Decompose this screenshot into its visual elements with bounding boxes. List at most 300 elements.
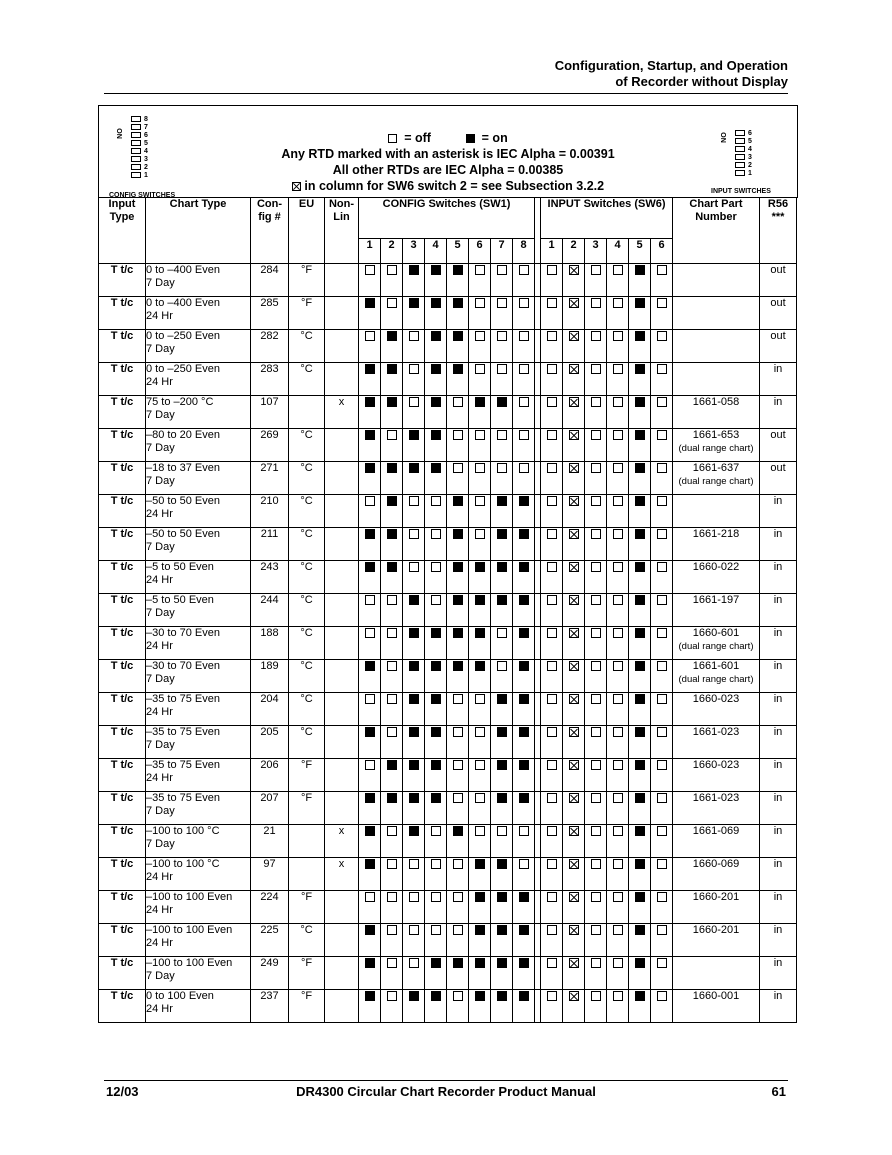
config-switch-cell (381, 660, 403, 693)
switch-off-icon (519, 298, 529, 308)
switch-off-icon (591, 265, 601, 275)
switch-on-icon (453, 595, 463, 605)
switch-see-note-icon (569, 496, 579, 506)
chart-type-line: –18 to 37 Even (146, 462, 221, 474)
config-switch-cell (381, 693, 403, 726)
chart-type-line: 24 Hr (146, 772, 173, 784)
switch-on-icon (409, 760, 419, 770)
table-row (99, 990, 797, 1023)
input-switch-number: 4 (607, 239, 629, 264)
switch-on-icon (387, 529, 397, 539)
config-switch-cell (425, 297, 447, 330)
input-type-cell: T t/c (99, 957, 146, 990)
switch-off-icon (613, 859, 623, 869)
chart-part-note: (dual range chart) (678, 674, 754, 685)
dip-switch-number: 3 (748, 154, 752, 161)
header-rule (104, 93, 788, 94)
switch-on-icon (409, 628, 419, 638)
config-switch-cell (447, 528, 469, 561)
switch-off-icon (409, 331, 419, 341)
input-switch-cell (563, 693, 585, 726)
input-switch-cell (629, 594, 651, 627)
chart-part-number: 1660-069 (692, 858, 740, 870)
switch-off-icon (591, 529, 601, 539)
chart-part-number: 1661-023 (692, 726, 740, 738)
config-switch-cell (469, 429, 491, 462)
config-switch-cell (447, 693, 469, 726)
config-switch-cell (359, 495, 381, 528)
input-switch-cell (607, 660, 629, 693)
config-switch-cell (359, 957, 381, 990)
switch-on-icon (635, 727, 645, 737)
config-switch-cell (425, 561, 447, 594)
switch-on-icon (635, 760, 645, 770)
nonlin-cell (325, 561, 359, 594)
switch-on-icon (431, 364, 441, 374)
switch-off-icon (613, 364, 623, 374)
switch-on-icon (519, 793, 529, 803)
legend-line-4-text: in column for SW6 switch 2 = see Subsection 3.2.2 (304, 179, 605, 193)
config-switch-cell (469, 528, 491, 561)
dip-switch (131, 116, 141, 122)
config-switch-cell (469, 792, 491, 825)
config-switch-cell (359, 858, 381, 891)
chart-type-cell (146, 825, 251, 858)
col-config-number: Con-fig # (251, 198, 289, 264)
config-switch-cell (447, 297, 469, 330)
switch-off-icon (547, 793, 557, 803)
input-switch-cell (585, 297, 607, 330)
chart-part-number-cell (673, 891, 760, 924)
switch-on-icon (635, 397, 645, 407)
input-switch-cell (585, 396, 607, 429)
dip-switch-number: 7 (144, 124, 148, 131)
input-switch-cell (585, 957, 607, 990)
switch-off-icon (387, 859, 397, 869)
switch-off-icon (453, 991, 463, 1001)
config-number-cell: 206 (251, 759, 289, 792)
switch-on-icon (635, 694, 645, 704)
switch-on-icon (431, 628, 441, 638)
config-switch-cell (513, 726, 535, 759)
input-switch-cell (607, 759, 629, 792)
input-switch-cell (607, 297, 629, 330)
chart-type-cell (146, 726, 251, 759)
switch-off-icon (453, 859, 463, 869)
config-switch-number: 7 (491, 239, 513, 264)
switch-off-icon (657, 793, 667, 803)
r56-cell: in (760, 594, 797, 627)
eu-cell: °C (289, 627, 325, 660)
input-switch-cell (541, 990, 563, 1023)
switch-on-icon (409, 595, 419, 605)
input-switch-cell (651, 330, 673, 363)
switch-off-icon (613, 925, 623, 935)
table-row (99, 495, 797, 528)
switch-on-icon (497, 958, 507, 968)
input-switch-cell (541, 363, 563, 396)
input-type-cell: T t/c (99, 594, 146, 627)
input-type-cell: T t/c (99, 297, 146, 330)
input-type-cell: T t/c (99, 396, 146, 429)
config-switch-cell (447, 825, 469, 858)
switch-on-icon (453, 958, 463, 968)
switch-off-icon (547, 562, 557, 572)
input-switch-cell (651, 924, 673, 957)
chart-type-line: –5 to 50 Even (146, 561, 214, 573)
chart-type-line: –100 to 100 Even (146, 957, 233, 969)
config-switch-cell (359, 462, 381, 495)
switch-off-icon (365, 694, 375, 704)
chart-type-line: 7 Day (146, 343, 175, 355)
config-switch-cell (491, 957, 513, 990)
eu-cell: °F (289, 759, 325, 792)
col-config-switches: CONFIG Switches (SW1) (359, 198, 535, 239)
chart-type-line: 7 Day (146, 970, 175, 982)
input-switch-cell (541, 957, 563, 990)
switch-on-icon (365, 925, 375, 935)
switch-off-icon (613, 331, 623, 341)
switch-on-icon (431, 463, 441, 473)
input-switch-cell (585, 825, 607, 858)
config-switch-cell (513, 528, 535, 561)
input-switch-cell (585, 561, 607, 594)
switch-on-icon (519, 595, 529, 605)
switch-on-icon (453, 661, 463, 671)
header-line-2: of Recorder without Display (615, 74, 788, 89)
switch-off-icon (547, 298, 557, 308)
config-switch-cell (425, 924, 447, 957)
eu-cell: °C (289, 528, 325, 561)
r56-cell: in (760, 396, 797, 429)
nonlin-cell (325, 330, 359, 363)
switch-see-note-icon (569, 826, 579, 836)
switch-off-icon (547, 628, 557, 638)
switch-off-icon (519, 331, 529, 341)
switch-on-icon (365, 859, 375, 869)
switch-on-icon (519, 727, 529, 737)
config-number-cell: 284 (251, 264, 289, 297)
col-input-switches: INPUT Switches (SW6) (541, 198, 673, 239)
input-switch-cell (629, 330, 651, 363)
input-type-cell: T t/c (99, 825, 146, 858)
switch-on-icon (635, 991, 645, 1001)
config-number-cell: 205 (251, 726, 289, 759)
chart-type-line: 24 Hr (146, 871, 173, 883)
switch-on-icon (431, 991, 441, 1001)
switch-on-icon (635, 430, 645, 440)
config-switch-cell (359, 924, 381, 957)
switch-off-icon (591, 463, 601, 473)
switch-off-icon (475, 760, 485, 770)
config-switch-cell (469, 330, 491, 363)
eu-cell: °C (289, 924, 325, 957)
table-row (99, 462, 797, 495)
switch-off-icon (409, 925, 419, 935)
switch-off-icon (613, 463, 623, 473)
config-switch-cell (513, 990, 535, 1023)
config-switch-cell (513, 924, 535, 957)
config-switch-cell (425, 990, 447, 1023)
switch-see-note-icon (569, 859, 579, 869)
config-switch-cell (403, 792, 425, 825)
switch-off-icon (453, 727, 463, 737)
table-row (99, 759, 797, 792)
config-switch-cell (359, 330, 381, 363)
switch-on-icon (409, 430, 419, 440)
nonlin-cell (325, 462, 359, 495)
table-row (99, 264, 797, 297)
switch-on-icon (453, 826, 463, 836)
config-switch-cell (513, 594, 535, 627)
switch-off-icon (591, 628, 601, 638)
config-number-cell: 97 (251, 858, 289, 891)
input-type-cell: T t/c (99, 561, 146, 594)
config-switch-cell (403, 330, 425, 363)
switch-off-icon (657, 496, 667, 506)
dip-switch-number: 4 (748, 146, 752, 153)
switch-on-icon (497, 529, 507, 539)
switch-off-icon (591, 595, 601, 605)
switch-off-icon (519, 430, 529, 440)
config-switch-cell (403, 627, 425, 660)
config-switch-cell (469, 264, 491, 297)
switch-off-icon (519, 463, 529, 473)
switch-off-icon (365, 595, 375, 605)
chart-type-cell (146, 330, 251, 363)
switch-off-icon (409, 397, 419, 407)
switch-off-icon (409, 529, 419, 539)
config-switch-cell (469, 990, 491, 1023)
config-number-cell: 210 (251, 495, 289, 528)
switch-off-icon (613, 595, 623, 605)
legend-line-4 (99, 178, 797, 194)
switch-off-icon (547, 727, 557, 737)
switch-on-icon (453, 331, 463, 341)
config-switch-cell (491, 759, 513, 792)
config-switch-cell (359, 792, 381, 825)
page-header (555, 58, 788, 90)
config-switch-cell (469, 561, 491, 594)
config-switch-cell (491, 330, 513, 363)
switch-off-icon (657, 595, 667, 605)
switch-on-icon (519, 628, 529, 638)
config-switch-cell (403, 561, 425, 594)
switch-on-icon (475, 562, 485, 572)
config-switch-cell (491, 297, 513, 330)
chart-part-number: 1661-637 (692, 462, 740, 474)
switch-on-icon (453, 298, 463, 308)
input-switch-cell (651, 429, 673, 462)
config-switch-cell (403, 528, 425, 561)
input-switch-cell (607, 693, 629, 726)
input-switch-cell (607, 858, 629, 891)
config-number-cell: 269 (251, 429, 289, 462)
input-switch-cell (563, 429, 585, 462)
switch-on-icon (635, 298, 645, 308)
input-type-cell: T t/c (99, 627, 146, 660)
config-switch-cell (469, 396, 491, 429)
input-switch-cell (585, 330, 607, 363)
switch-on-icon (387, 331, 397, 341)
switch-on-icon (431, 958, 441, 968)
switch-off-icon (365, 760, 375, 770)
input-type-cell: T t/c (99, 792, 146, 825)
config-switch-cell (403, 429, 425, 462)
config-switch-cell (491, 561, 513, 594)
switch-on-icon (387, 562, 397, 572)
table-row (99, 957, 797, 990)
switch-on-icon (635, 529, 645, 539)
config-number-cell: 188 (251, 627, 289, 660)
config-switch-cell (513, 792, 535, 825)
config-switch-cell (381, 924, 403, 957)
switch-on-icon (431, 760, 441, 770)
input-switch-cell (585, 759, 607, 792)
config-switch-cell (359, 429, 381, 462)
switch-on-icon (635, 793, 645, 803)
config-switch-cell (469, 495, 491, 528)
nonlin-cell (325, 924, 359, 957)
switch-off-icon (613, 991, 623, 1001)
config-switch-cell (425, 528, 447, 561)
switch-on-icon (497, 694, 507, 704)
switch-see-note-icon (569, 925, 579, 935)
config-number-cell: 243 (251, 561, 289, 594)
chart-part-number-cell (673, 429, 760, 462)
chart-type-line: 7 Day (146, 442, 175, 454)
chart-part-number-cell (673, 330, 760, 363)
config-switch-number: 6 (469, 239, 491, 264)
switch-see-note-icon (569, 892, 579, 902)
switch-off-icon (475, 463, 485, 473)
nonlin-cell (325, 726, 359, 759)
input-switch-cell (607, 825, 629, 858)
input-switch-cell (629, 297, 651, 330)
chart-part-number: 1660-023 (692, 693, 740, 705)
r56-cell: in (760, 858, 797, 891)
config-switch-cell (447, 957, 469, 990)
dip-switch-number: 1 (748, 170, 752, 177)
switch-off-icon (591, 727, 601, 737)
config-switch-cell (513, 660, 535, 693)
input-switch-cell (629, 693, 651, 726)
switch-off-icon (547, 661, 557, 671)
input-type-cell: T t/c (99, 660, 146, 693)
switch-on-icon (409, 826, 419, 836)
switch-off-icon (365, 331, 375, 341)
chart-type-line: 7 Day (146, 409, 175, 421)
chart-type-line: 7 Day (146, 673, 175, 685)
input-type-cell: T t/c (99, 462, 146, 495)
switch-off-icon (497, 463, 507, 473)
switch-on-icon (387, 793, 397, 803)
switch-on-icon (497, 496, 507, 506)
switch-on-icon (431, 430, 441, 440)
input-switch-cell (629, 396, 651, 429)
chart-part-number-cell (673, 561, 760, 594)
switch-on-icon (635, 463, 645, 473)
input-switch-cell (607, 495, 629, 528)
switch-on-icon (497, 595, 507, 605)
input-switch-cell (541, 693, 563, 726)
switch-see-note-icon (569, 298, 579, 308)
config-switch-cell (403, 693, 425, 726)
chart-type-line: 24 Hr (146, 1003, 173, 1015)
legend-text (99, 130, 797, 194)
input-switch-cell (563, 297, 585, 330)
input-switch-cell (629, 528, 651, 561)
switch-off-icon (365, 496, 375, 506)
switch-off-icon (387, 298, 397, 308)
nonlin-cell (325, 429, 359, 462)
switch-off-icon (657, 826, 667, 836)
input-type-cell: T t/c (99, 363, 146, 396)
input-switch-cell (585, 594, 607, 627)
chart-type-line: 7 Day (146, 805, 175, 817)
switch-see-note-icon (569, 430, 579, 440)
switch-off-icon (591, 430, 601, 440)
input-switch-cell (607, 363, 629, 396)
col-nonlin: Non-Lin (325, 198, 359, 264)
dip-switch-number: 4 (144, 148, 148, 155)
switch-off-icon (613, 529, 623, 539)
chart-part-number-cell (673, 693, 760, 726)
config-switch-cell (403, 924, 425, 957)
switch-off-icon (409, 892, 419, 902)
nonlin-cell (325, 528, 359, 561)
chart-part-note: (dual range chart) (678, 641, 754, 652)
chart-type-line: 0 to –400 Even (146, 297, 221, 309)
switch-off-icon (519, 826, 529, 836)
chart-type-line: 7 Day (146, 607, 175, 619)
switch-on-icon (409, 298, 419, 308)
input-switch-cell (541, 627, 563, 660)
config-number-cell: 204 (251, 693, 289, 726)
config-switch-cell (491, 528, 513, 561)
table-row (99, 396, 797, 429)
config-switch-cell (513, 462, 535, 495)
r56-cell: in (760, 891, 797, 924)
chart-type-line: –35 to 75 Even (146, 792, 221, 804)
config-switch-cell (513, 429, 535, 462)
config-number-cell: 189 (251, 660, 289, 693)
input-switch-cell (607, 594, 629, 627)
switch-off-icon (475, 430, 485, 440)
chart-type-cell (146, 990, 251, 1023)
switch-off-icon (387, 925, 397, 935)
switch-off-icon (591, 892, 601, 902)
eu-cell (289, 396, 325, 429)
config-switch-cell (447, 990, 469, 1023)
input-switch-cell (541, 462, 563, 495)
switch-on-icon (431, 298, 441, 308)
input-switch-cell (563, 363, 585, 396)
chart-type-line: –50 to 50 Even (146, 495, 221, 507)
input-switch-cell (651, 759, 673, 792)
config-switch-cell (447, 363, 469, 396)
switch-off-icon (547, 430, 557, 440)
switch-on-icon (409, 991, 419, 1001)
input-switch-cell (607, 528, 629, 561)
input-switch-cell (607, 330, 629, 363)
switch-see-note-icon (569, 694, 579, 704)
config-switch-cell (447, 858, 469, 891)
switch-off-icon (613, 628, 623, 638)
input-type-cell: T t/c (99, 528, 146, 561)
config-switch-cell (403, 363, 425, 396)
input-switch-cell (651, 726, 673, 759)
